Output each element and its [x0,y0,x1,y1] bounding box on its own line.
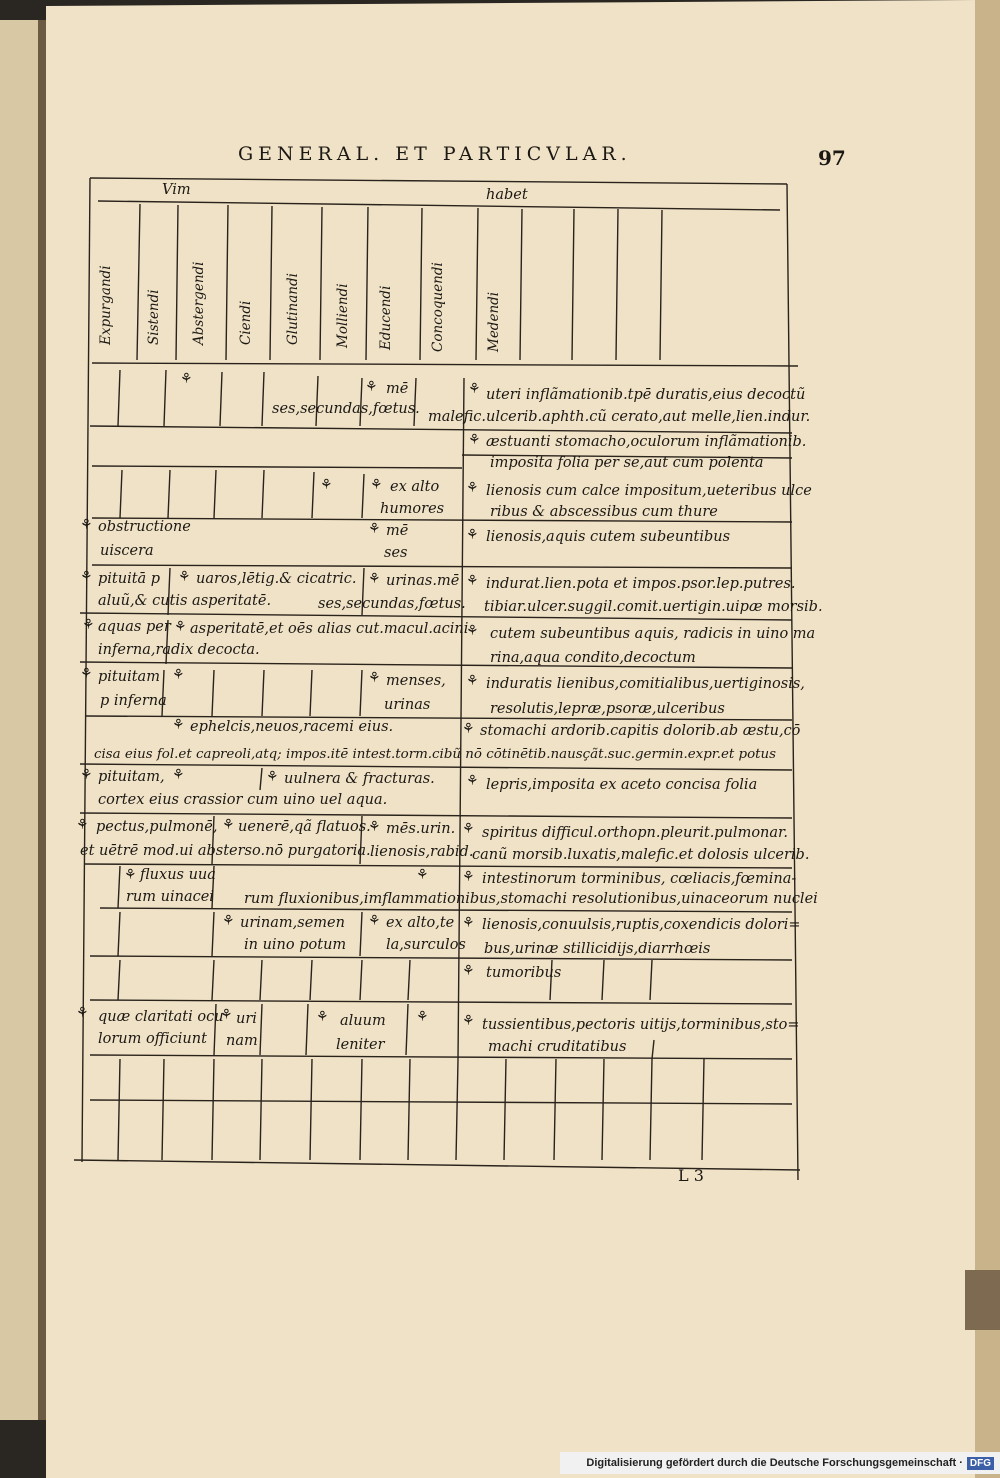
herb-mark-icon: ⚘ [466,480,479,496]
dfg-logo: DFG [967,1457,994,1470]
table-cell-text: lienosis,aquis cutem subeuntibus [486,529,731,545]
table-cell-text: lepris,imposita ex aceto concisa folia [486,777,758,793]
table-cell-text: uulnera & fracturas. [284,771,435,787]
herb-mark-icon: ⚘ [172,717,185,733]
column-header-glutinandi: Glutinandi [285,273,301,345]
table-cell-text: urinas.mē [386,573,460,589]
table-cell-text: quæ claritati ocu [98,1009,224,1025]
table-cell-text: fluxus uua [140,867,216,883]
herb-mark-icon: ⚘ [174,619,187,635]
table-cell-text: cortex eius crassior cum uino uel aqua. [98,792,388,808]
table-cell-text: ex alto [390,479,440,495]
herb-mark-icon: ⚘ [466,773,479,789]
herb-mark-icon: ⚘ [320,477,333,493]
table-cell-text: lorum officiunt [98,1031,207,1047]
footer-text: Digitalisierung gefördert durch die Deutsche Forschungsgemeinschaft · [586,1457,963,1469]
herb-mark-icon: ⚘ [368,913,381,929]
herb-mark-icon: ⚘ [76,1005,89,1021]
table-cell-text: malefic.ulcerib.aphth.cũ cerato,aut melle,lien.indur. [428,409,811,425]
herb-mark-icon: ⚘ [416,1009,429,1025]
herb-mark-icon: ⚘ [316,1009,329,1025]
signature-mark: L 3 [678,1166,704,1185]
herb-mark-icon: ⚘ [80,517,93,533]
table-cell-text: mē [386,381,409,397]
table-cell-text: aluũ,& cutis asperitatē. [98,593,272,609]
column-header-medendi: Medendi [486,291,502,352]
table-cell-text: tibiar.ulcer.suggil.comit.uertigin.uipæ morsib. [484,599,823,615]
table-cell-text: pituitam, [98,769,165,785]
table-cell-text: spiritus difficul.orthopn.pleurit.pulmonar. [482,825,788,841]
table-cell-text: cisa eius fol.et capreoli,atq; impos.itē intest.torm.cibũ nō cōtinētib.nausçãt.suc.germin.expr.et potus [94,747,777,762]
vim-label: Vim [162,182,191,198]
herb-mark-icon: ⚘ [76,817,89,833]
table-cell-text: nam [226,1033,258,1049]
table-cell-text: machi cruditatibus [488,1039,627,1055]
herb-mark-icon: ⚘ [462,721,475,737]
herb-mark-icon: ⚘ [368,571,381,587]
table-cell-text: indurat.lien.pota et impos.psor.lep.putres. [486,576,796,592]
herb-mark-icon: ⚘ [466,527,479,543]
table-cell-text: cutem subeuntibus aquis, radicis in uino ma [490,626,816,642]
column-header-molliendi: Molliendi [335,283,351,348]
herb-mark-icon: ⚘ [178,569,191,585]
herb-mark-icon: ⚘ [80,666,93,682]
table-cell-text: in uino potum [244,937,347,953]
table-cell-text: intestinorum torminibus, cœliacis,fœmina- [482,871,797,887]
table-cell-text: rum uinacei [126,889,214,905]
table-cell-text: induratis lienibus,comitialibus,uertiginosis, [486,676,805,692]
herb-mark-icon: ⚘ [172,767,185,783]
table-cell-text: lienosis,rabid. [370,844,474,860]
table-cell-text: pituitā p [98,571,161,587]
table-cell-text: obstructione [98,519,191,535]
page-number: 97 [818,146,846,170]
table-cell-text: uteri inflãmationib.tpē duratis,eius decoctũ [486,387,806,403]
herb-mark-icon: ⚘ [222,913,235,929]
table-cell-text: urinas [384,697,431,713]
running-title: GENERAL. ET PARTICVLAR. [238,143,632,165]
herb-mark-icon: ⚘ [462,915,475,931]
table-cell-text: humores [380,501,445,517]
herb-mark-icon: ⚘ [365,379,378,395]
table-cell-text: bus,urinæ stillicidijs,diarrhœis [484,941,711,957]
herb-mark-icon: ⚘ [80,767,93,783]
table-cell-text: uenerē,qã flatuos. [238,819,371,835]
herb-mark-icon: ⚘ [416,867,429,883]
column-header-expurgandi: Expurgandi [98,265,114,345]
table-cell-text: resolutis,lepræ,psoræ,ulceribus [490,701,725,717]
herb-mark-icon: ⚘ [368,521,381,537]
table-cell-text: stomachi ardorib.capitis dolorib.ab æstu,cō [480,723,801,739]
table-cell-text: et uētrē mod.ui absterso.nō purgatoria. [80,843,371,859]
herb-mark-icon: ⚘ [266,769,279,785]
table-cell-text: ses,secundas,fœtus. [272,401,420,417]
table-cell-text: canũ morsib.luxatis,malefic.et dolosis ulcerib. [472,847,810,863]
table-cell-text: leniter [336,1037,385,1053]
herb-mark-icon: ⚘ [462,869,475,885]
herb-mark-icon: ⚘ [172,667,185,683]
table-cell-text: uiscera [100,543,154,559]
column-header-concoquendi: Concoquendi [430,262,446,352]
table-cell-text: imposita folia per se,aut cum polenta [490,455,764,471]
table-cell-text: uri [236,1011,257,1027]
table-cell-text: ses,secundas,fœtus. [318,596,466,612]
table-cell-text: rina,aqua condito,decoctum [490,650,696,666]
table-cell-text: tumoribus [486,965,562,981]
table-cell-text: pituitam [98,669,160,685]
table-cell-text: æstuanti stomacho,oculorum inflãmationib. [486,434,807,450]
table-cell-text: urinam,semen [240,915,345,931]
herb-mark-icon: ⚘ [468,381,481,397]
herb-mark-icon: ⚘ [468,432,481,448]
herb-mark-icon: ⚘ [462,821,475,837]
table-cell-text: asperitatē,et oēs alias cut.macul.acini [190,621,469,637]
table-cell-text: ephelcis,neuos,racemi eius. [190,719,394,735]
digitization-footer [560,1452,1000,1474]
table-cell-text: lienosis cum calce impositum,ueteribus ulce [486,483,812,499]
column-header-sistendi: Sistendi [146,289,162,345]
herb-mark-icon: ⚘ [466,623,479,639]
table-cell-text: inferna,radix decocta. [98,642,260,658]
table-cell-text: ribus & abscessibus cum thure [490,504,718,520]
column-header-educendi: Educendi [378,285,394,350]
table-cell-text: menses, [386,673,446,689]
herb-mark-icon: ⚘ [368,819,381,835]
table-cell-text: uaros,lētig.& cicatric. [196,571,357,587]
herb-mark-icon: ⚘ [82,617,95,633]
table-cell-text: p inferna [100,693,167,709]
table-cell-text: mē [386,523,409,539]
column-header-abstergendi: Abstergendi [191,261,207,345]
column-header-ciendi: Ciendi [238,300,254,345]
herb-mark-icon: ⚘ [80,569,93,585]
herb-mark-icon: ⚘ [124,867,137,883]
table-cell-text: mēs.urin. [386,821,456,837]
table-cell-text: rum fluxionibus,imflammationibus,stomachi resolutionibus,uinaceorum nuclei [244,891,818,907]
herb-mark-icon: ⚘ [462,1013,475,1029]
table-cell-text: ex alto,te [386,915,455,931]
table-cell-text: pectus,pulmonē, [96,819,218,835]
table-cell-text: ses [384,545,408,561]
table-cell-text: aquas per [98,619,171,635]
table-cell-text: aluum [340,1013,386,1029]
herb-mark-icon: ⚘ [370,477,383,493]
table-cell-text: la,surculos [386,937,466,953]
table-cell-text: lienosis,conuulsis,ruptis,coxendicis dolori= [482,917,801,933]
habet-label: habet [486,187,528,203]
herb-mark-icon: ⚘ [368,670,381,686]
herb-mark-icon: ⚘ [466,673,479,689]
herb-mark-icon: ⚘ [466,573,479,589]
herb-mark-icon: ⚘ [462,963,475,979]
herb-mark-icon: ⚘ [180,371,193,387]
table-cell-text: tussientibus,pectoris uitijs,torminibus,sto= [482,1017,800,1033]
herb-mark-icon: ⚘ [220,1007,233,1023]
herb-mark-icon: ⚘ [222,817,235,833]
